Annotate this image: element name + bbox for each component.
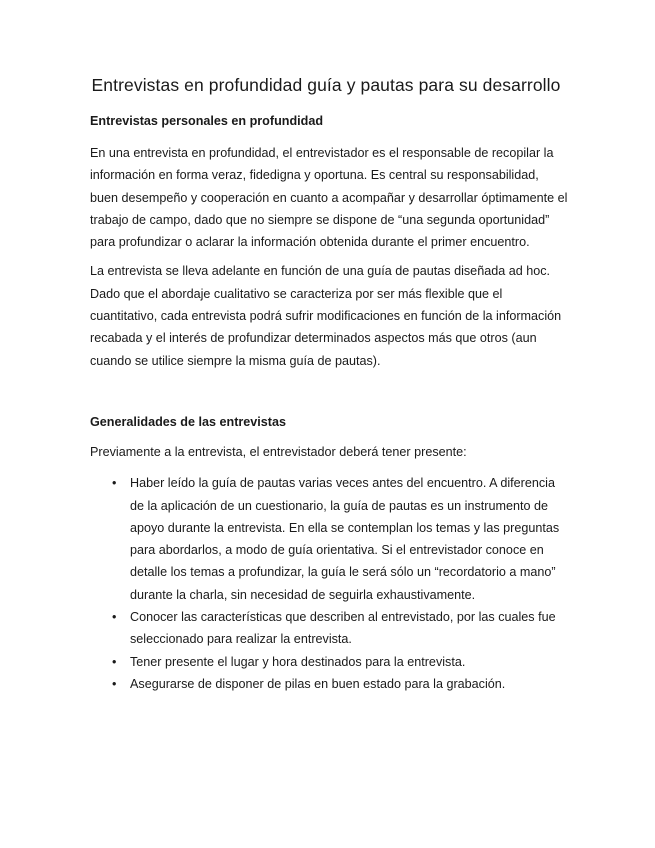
list-item-text: Tener presente el lugar y hora destinados para la entrevista. — [130, 654, 466, 669]
list-item-text: Haber leído la guía de pautas varias veces antes del encuentro. A diferencia de la aplicación de un cuestionario, la guía de pautas es un instrumento de apoyo durante la entrevista. En ella se contemplan los temas y las preguntas para abordarlos, a modo de guía orientativa. Si el entrevistador conoce en detalle los temas a profundizar, la guía le será sólo un “recordatorio a mano” durante la charla, sin necesidad de seguirla exhaustivamente. — [130, 476, 560, 602]
bullet-icon: • — [112, 476, 117, 491]
list-item-text: Conocer las características que describen al entrevistado, por las cuales fue seleccionado para realizar la entrevista. — [130, 610, 556, 647]
list-item — [90, 472, 568, 606]
paragraph-responsabilidad: En una entrevista en profundidad, el entrevistador es el responsable de recopilar la información en forma veraz, fidedigna y oportuna. Es central su responsabilidad, buen desempeño y cooperación en cuanto a acompañar y desarrollar óptimamente el trabajo de campo, dado que no siempre se dispone de “una segunda oportunidad” para profundizar o aclarar la información obtenida durante el primer encuentro. — [90, 146, 568, 250]
bullet-icon: • — [112, 676, 117, 691]
paragraph-guia-pautas: La entrevista se lleva adelante en función de una guía de pautas diseñada ad hoc. Dado que el abordaje cualitativo se caracteriza por ser más flexible que el cuantitativo, cada entrevista podrá sufrir modificaciones en función de la información recabada y el interés de profundizar determinados aspectos más que otros (aun cuando se utilice siempre la misma guía de pautas). — [90, 264, 562, 368]
page-title: Entrevistas en profundidad guía y pautas para su desarrollo — [91, 75, 561, 95]
bullet-icon: • — [112, 654, 117, 669]
list-item — [90, 651, 568, 673]
list-item — [90, 606, 568, 651]
list-item-text: Asegurarse de disponer de pilas en buen estado para la grabación. — [130, 676, 506, 691]
section-heading-personales: Entrevistas personales en profundidad — [90, 114, 324, 128]
bullet-list — [90, 472, 568, 695]
list-item — [90, 673, 568, 695]
section-heading-generalidades: Generalidades de las entrevistas — [90, 414, 287, 429]
bullet-icon: • — [112, 610, 117, 625]
paragraph-intro: Previamente a la entrevista, el entrevistador deberá tener presente: — [90, 444, 467, 459]
